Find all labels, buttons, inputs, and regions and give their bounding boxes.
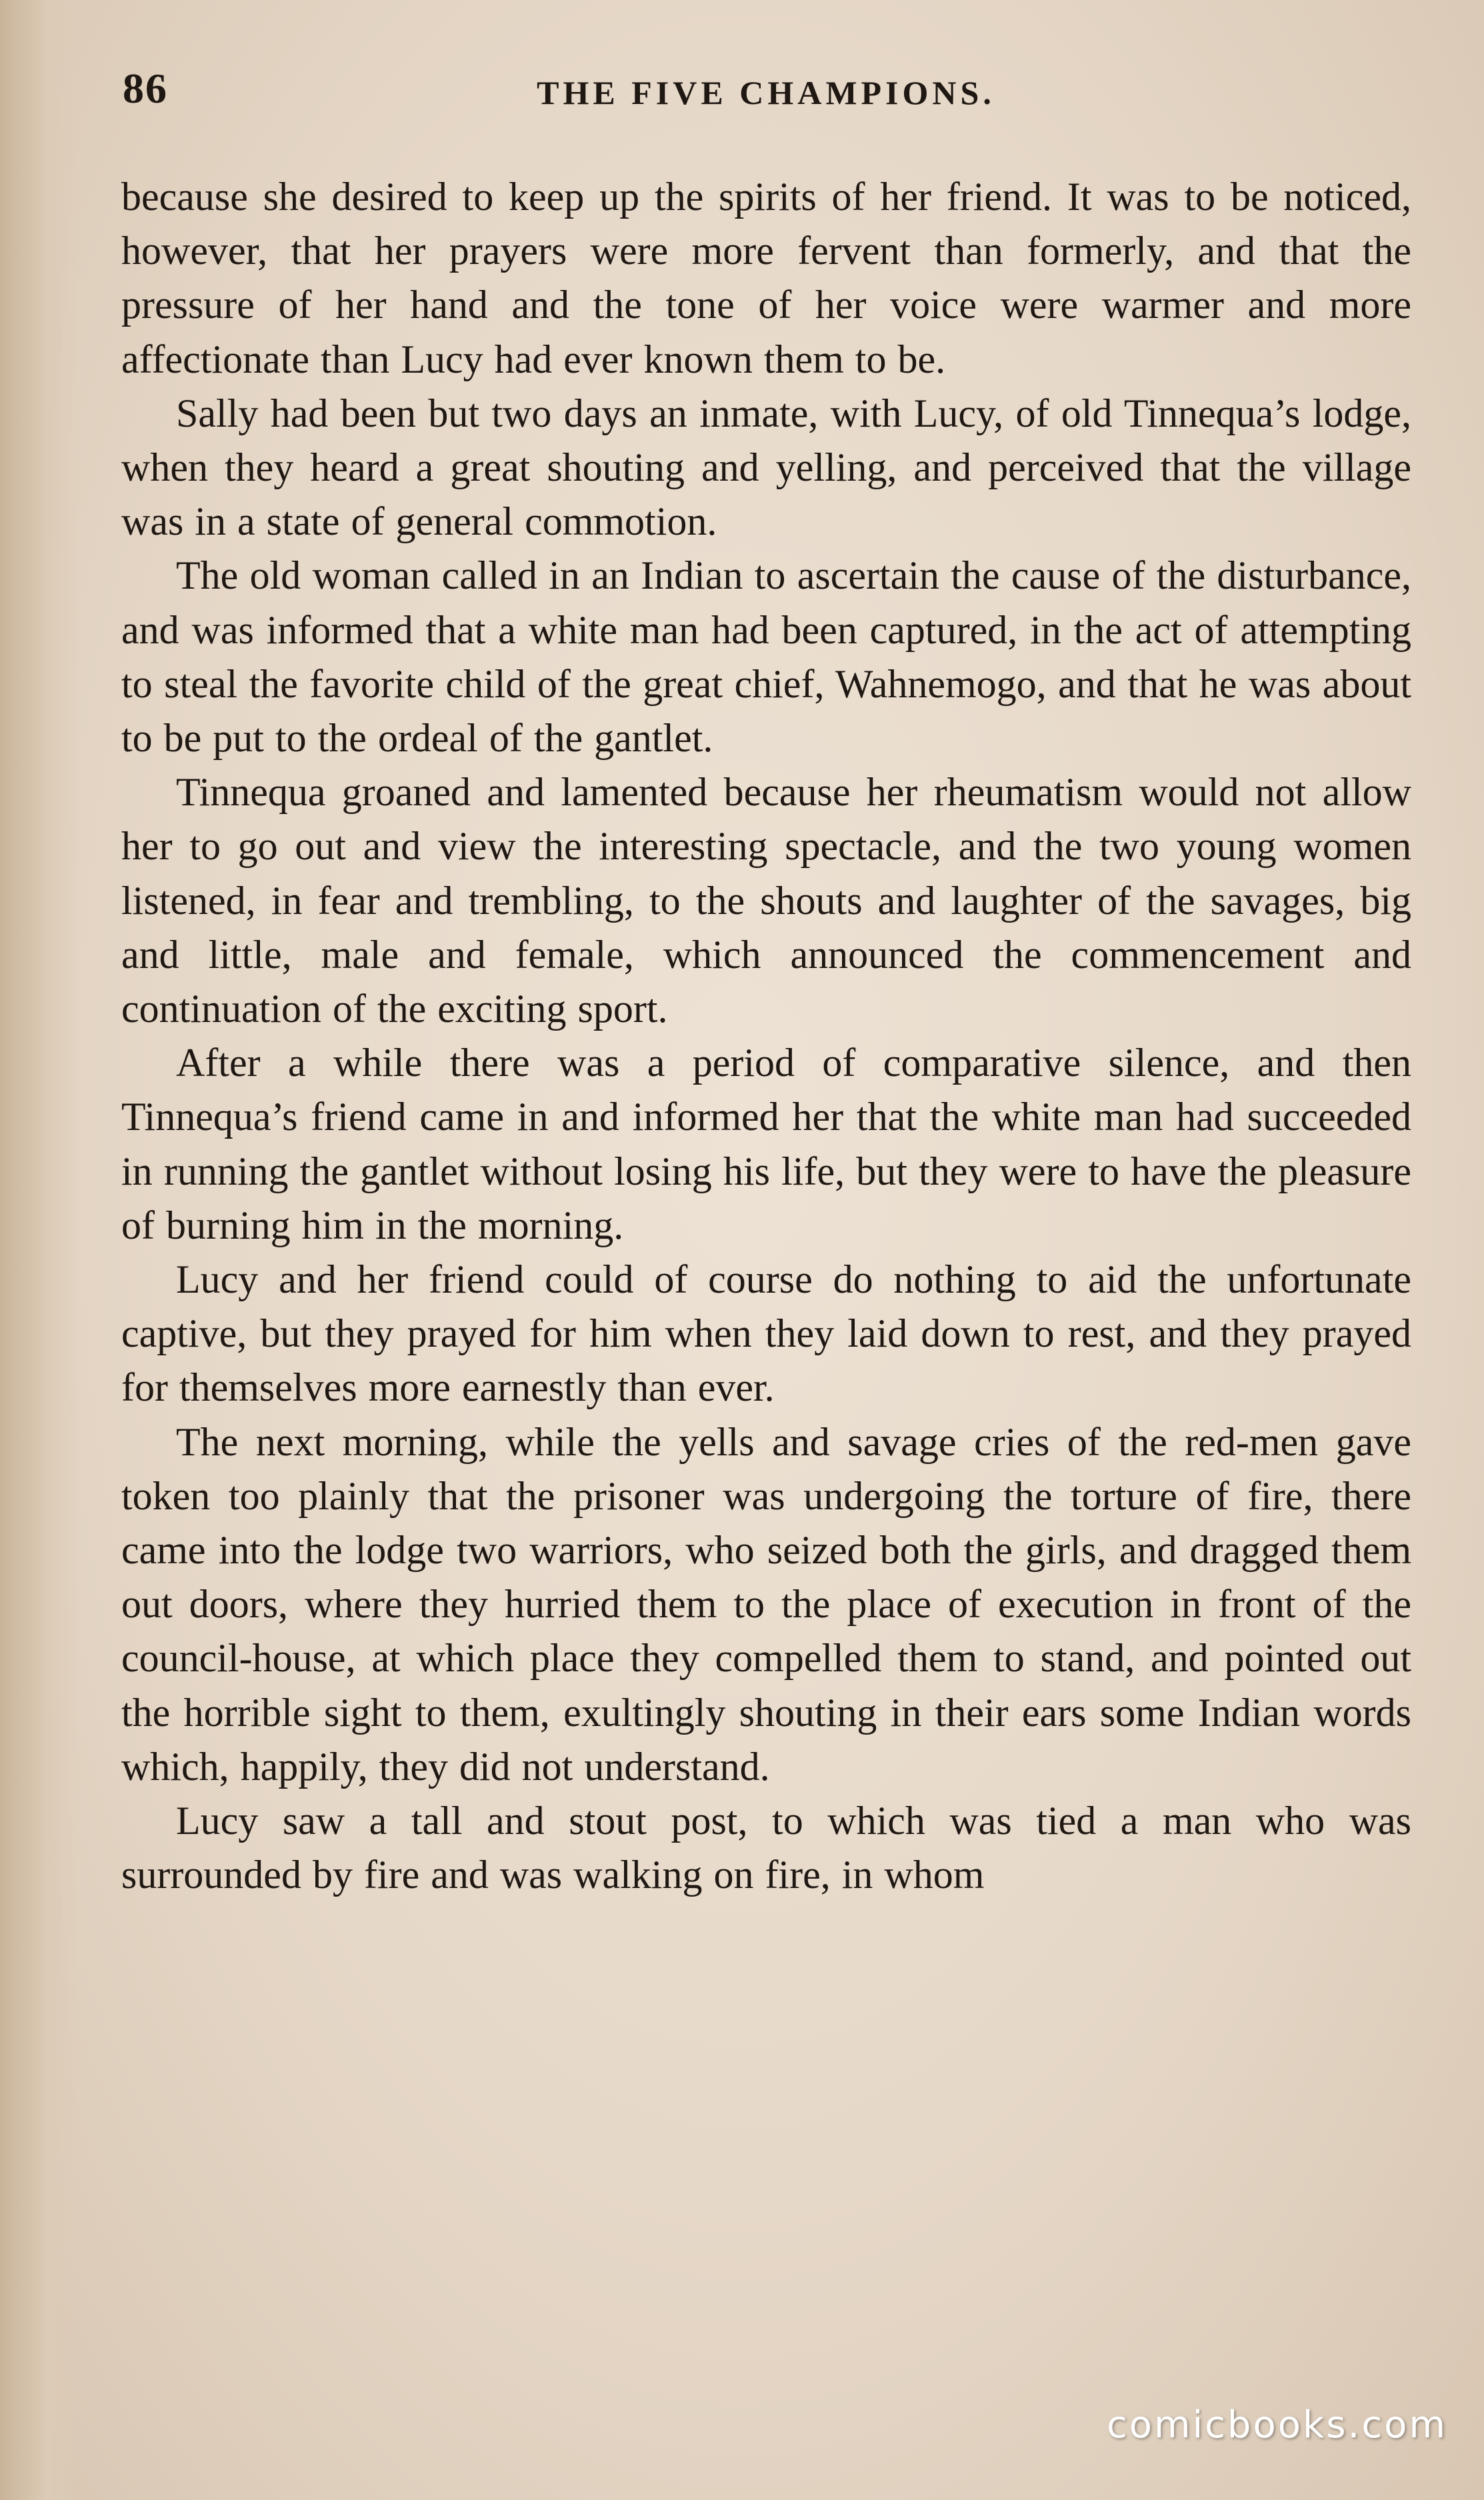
page-gutter-shadow (0, 0, 80, 2500)
paragraph: The old woman called in an Indian to ascertain the cause of the disturbance, and was informed that a white man had been captured, in the act of attempting to steal the favorite child of the great chief, Wahnemogo, and that he was about to be put to the ordeal of the gantlet. (121, 553, 1411, 761)
paragraph: After a while there was a period of comparative silence, and then Tinnequa’s friend came in and informed her that the white man had succeeded in running the gantlet without losing his life, but they were to have the pleasure of burning him in the morning. (121, 1041, 1411, 1247)
paragraph-continued: because she desired to keep up the spirits of her friend. It was to be noticed, however, that her prayers were more fervent than formerly, and that the pressure of her hand and the tone of her voice were warmer and more affectionate than Lucy had ever known them to be. (121, 175, 1411, 381)
paragraph: Lucy saw a tall and stout post, to which was tied a man who was surrounded by fire and was walking on fire, in whom (121, 1799, 1411, 1897)
paragraph: Tinnequa groaned and lamented because her rheumatism would not allow her to go out and view the interesting spectacle, and the two young women listened, in fear and trembling, to the shouts and laughter of the savages, big and little, male and female, which announced the commencement and continuation of the exciting sport. (121, 770, 1411, 1031)
paragraph: The next morning, while the yells and savage cries of the red-men gave token too plainly that the prisoner was undergoing the torture of fire, there came into the lodge two warriors, who seized both the girls, and dragged them out doors, where they hurried them to the place of execution in front of the council-house, at which place they compelled them to stand, and pointed out the horrible sight to them, exultingly shouting in their ears some Indian words which, happily, they did not understand. (121, 1419, 1411, 1789)
page-number: 86 (123, 65, 168, 112)
body-text (121, 170, 1411, 1903)
paragraph: Sally had been but two days an inmate, with Lucy, of old Tinnequa’s lodge, when they heard a great shouting and yelling, and perceived that the village was in a state of general commotion. (121, 391, 1411, 544)
watermark: comicbooks.com (1106, 2403, 1447, 2447)
page-header (123, 64, 1409, 124)
paragraph: Lucy and her friend could of course do nothing to aid the unfortunate captive, but they prayed for him when they laid down to rest, and they prayed for themselves more earnestly than ever. (121, 1257, 1411, 1410)
running-title: THE FIVE CHAMPIONS. (537, 74, 995, 111)
